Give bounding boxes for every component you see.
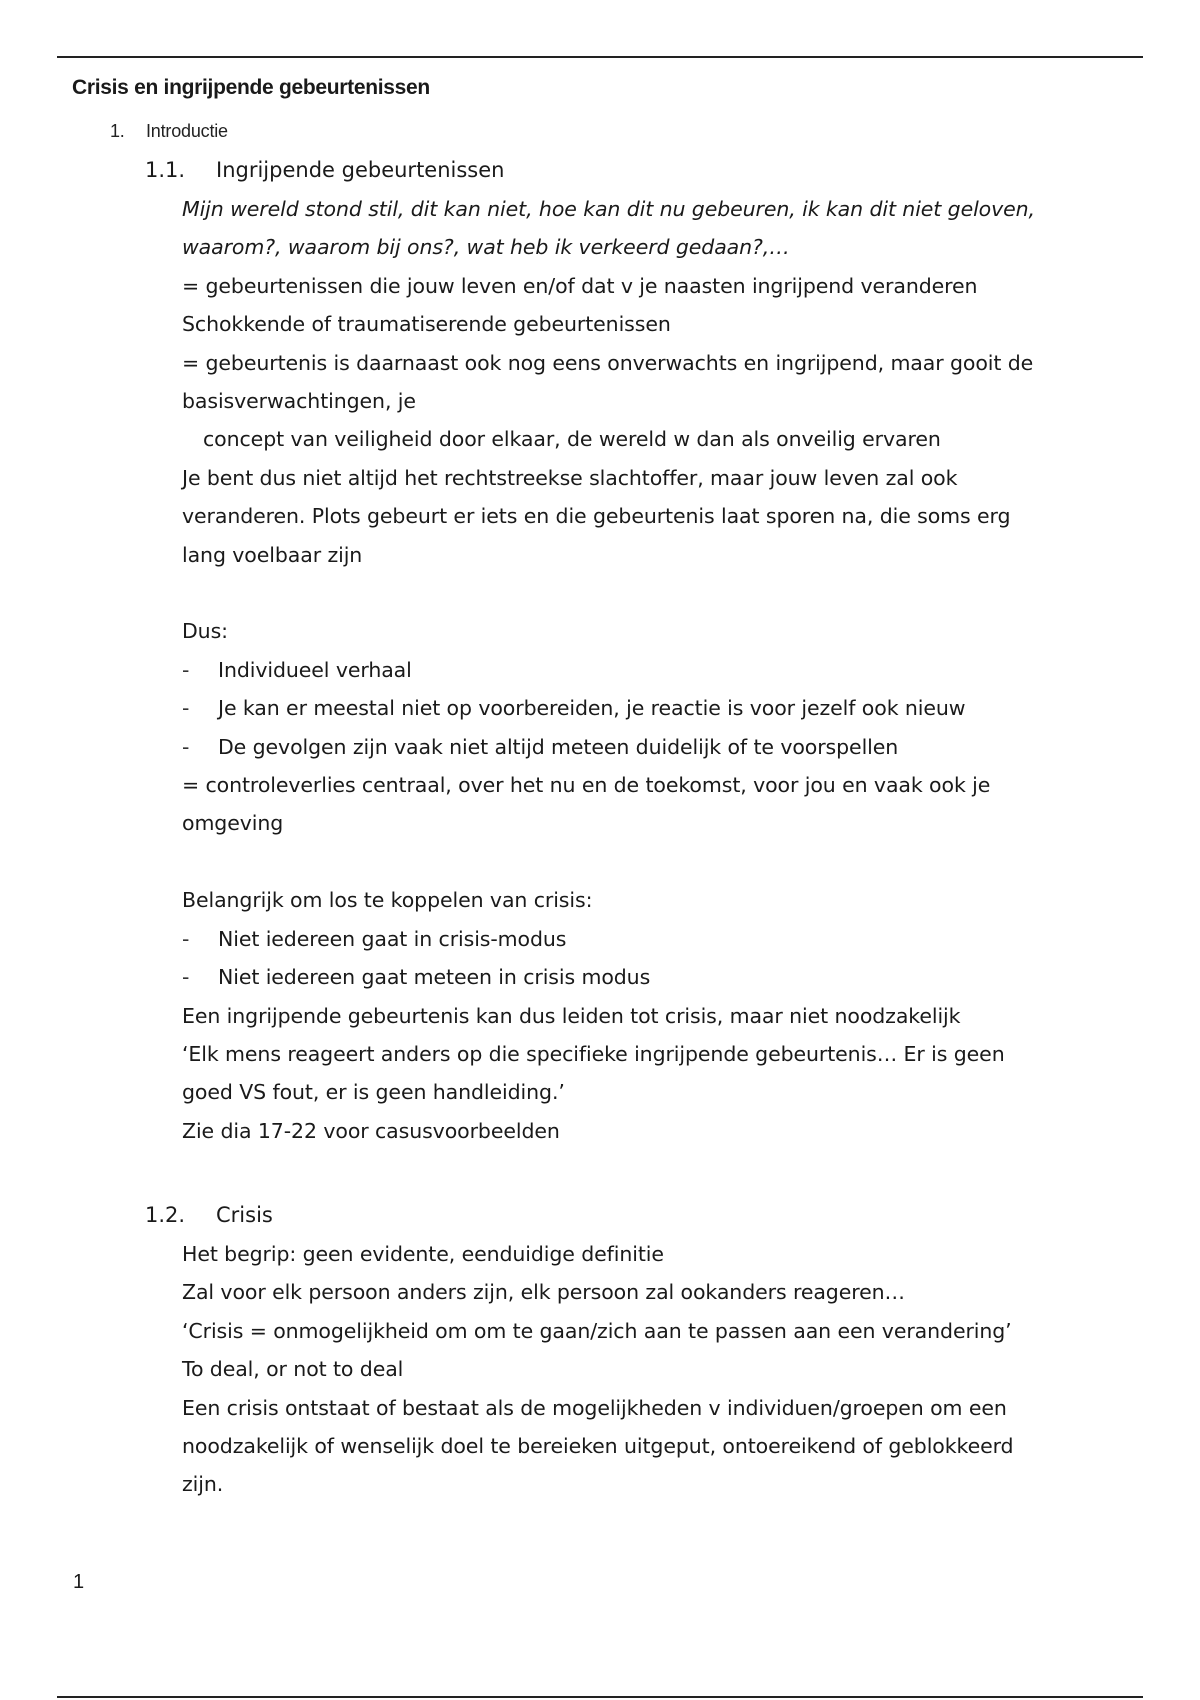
belangrijk-label: Belangrijk om los te koppelen van crisis: [182,888,593,913]
list-item-text: Je kan er meestal niet op voorbereiden, je reactie is voor jezelf ook nieuw [218,696,966,721]
definition-line: = gebeurtenis is daarnaast ook nog eens onverwachts en ingrijpend, maar gooit de [182,350,1034,375]
subsection-heading-crisis [145,1203,273,1227]
list-item [182,728,1132,766]
paragraph-line: ‘Elk mens reageert anders op die specifieke ingrijpende gebeurtenis… Er is geen [182,1041,1005,1066]
paragraph-line: Zal voor elk persoon anders zijn, elk persoon zal ookanders reageren… [182,1280,905,1305]
paragraph-line: Het begrip: geen evidente, eenduidige definitie [182,1242,664,1266]
section-label: Introductie [146,121,228,141]
definition-line: = gebeurtenissen die jouw leven en/of dat v je naasten ingrijpend veranderen [182,273,978,298]
blank-line [182,843,1132,881]
list-item [182,689,1132,727]
document-title: Crisis en ingrijpende gebeurtenissen [72,76,430,99]
list-item [182,651,1132,689]
list-item-text: Individueel verhaal [218,657,412,682]
subsection-number: 1.1. [145,158,186,182]
subsection-number: 1.2. [145,1203,186,1227]
subsection-body-ingrijpende-gebeurtenissen [182,190,1132,1150]
list-item [182,920,1132,958]
list-item [182,958,1132,996]
paragraph-line: veranderen. Plots gebeurt er iets en die gebeurtenis laat sporen na, die soms erg [182,504,1011,529]
list-item-text: Niet iedereen gaat meteen in crisis modus [218,965,651,990]
quote-line: waarom?, waarom bij ons?, wat heb ik verkeerd gedaan?,… [182,235,790,260]
bullet-mark: - [182,965,190,990]
paragraph-line: zijn. [182,1472,224,1497]
paragraph-line: Een crisis ontstaat of bestaat als de mogelijkheden v individuen/groepen om een [182,1395,1007,1420]
bullet-mark: - [182,696,190,721]
paragraph-line: Zie dia 17-22 voor casusvoorbeelden [182,1118,560,1143]
section-heading-introductie [110,121,228,142]
subsection-heading-ingrijpende-gebeurtenissen [145,158,504,182]
paragraph-line: Je bent dus niet altijd het rechtstreekse slachtoffer, maar jouw leven zal ook [182,465,958,490]
paragraph-line: = controleverlies centraal, over het nu en de toekomst, voor jou en vaak ook je [182,773,991,798]
paragraph-line: To deal, or not to deal [182,1357,404,1382]
paragraph-line: noodzakelijk of wenselijk doel te bereieken uitgeput, ontoereikend of geblokkeerd [182,1434,1014,1459]
bullet-mark: - [182,926,190,951]
header-rule [57,56,1143,58]
indented-line: concept van veiligheid door elkaar, de wereld w dan als onveilig ervaren [203,427,941,452]
list-item-text: Niet iedereen gaat in crisis-modus [218,926,567,951]
subsection-label: Ingrijpende gebeurtenissen [216,158,505,182]
quote-line: Mijn wereld stond stil, dit kan niet, hoe kan dit nu gebeuren, ik kan dit niet geloven, [182,197,1035,221]
paragraph-line: ‘Crisis = onmogelijkheid om om te gaan/zich aan te passen aan een verandering’ [182,1318,1012,1343]
section-number: 1. [110,121,125,141]
subsection-body-crisis [182,1235,1132,1504]
paragraph-line: goed VS fout, er is geen handleiding.’ [182,1080,565,1105]
bullet-mark: - [182,734,190,759]
list-item-text: De gevolgen zijn vaak niet altijd meteen duidelijk of te voorspellen [218,734,899,759]
subsection-label: Crisis [216,1203,273,1227]
paragraph-line: omgeving [182,811,284,836]
footer-rule [57,1696,1143,1698]
definition-line: basisverwachtingen, je [182,389,416,414]
page-number: 1 [73,1571,85,1593]
dus-label: Dus: [182,619,228,644]
paragraph-line: lang voelbaar zijn [182,542,363,567]
paragraph-line: Een ingrijpende gebeurtenis kan dus leiden tot crisis, maar niet noodzakelijk [182,1003,961,1028]
blank-line [182,574,1132,612]
bullet-mark: - [182,657,190,682]
definition-line: Schokkende of traumatiserende gebeurtenissen [182,312,671,337]
